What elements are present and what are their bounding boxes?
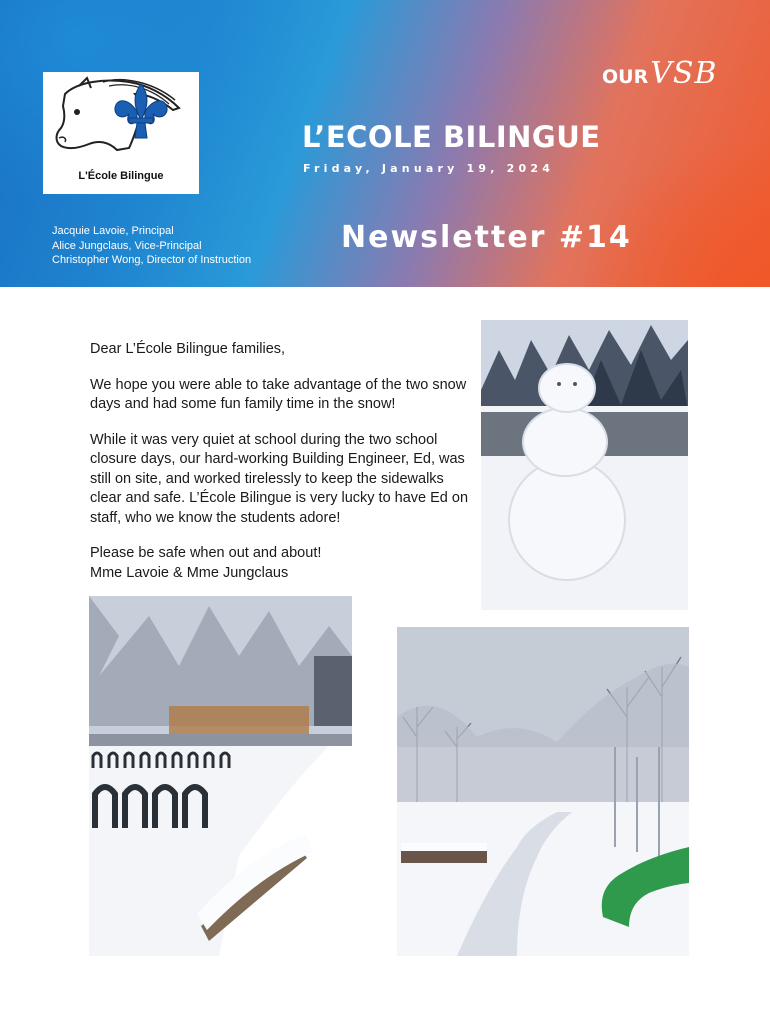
paragraph-snow-days: We hope you were able to take advantage of the two snow days and had some fun family time in the snow! bbox=[90, 376, 467, 412]
newsletter-title: Newsletter #14 bbox=[341, 220, 632, 255]
brand-our-text: OUR bbox=[602, 66, 649, 88]
school-title: L’ECOLE BILINGUE bbox=[302, 120, 601, 154]
paragraph-building-engineer: While it was very quiet at school during the two school closure days, our hard-working Building Engineer, Ed, was still on site, and worked tirelessly to keep the sidewalks clear and safe. L’École Bilingue is very lucky to have Ed on staff, who we know the students adore! bbox=[90, 431, 469, 526]
closing-signature: Mme Lavoie & Mme Jungclaus bbox=[90, 564, 289, 581]
greeting: Dear L’École Bilingue families, bbox=[90, 341, 286, 357]
park-path-photo bbox=[397, 627, 689, 956]
school-logo bbox=[43, 72, 199, 194]
newsletter-header bbox=[0, 0, 770, 287]
letter-body bbox=[90, 340, 475, 583]
bike-rack-photo bbox=[89, 596, 352, 956]
snowman-photo bbox=[481, 320, 688, 610]
staff-list bbox=[52, 224, 251, 268]
brand-vsb-text: VSB bbox=[650, 56, 718, 91]
staff-principal: Jacquie Lavoie, Principal bbox=[52, 225, 174, 237]
horse-fleur-de-lis-icon bbox=[43, 72, 199, 172]
our-vsb-logo bbox=[602, 56, 732, 100]
closing-line-safety: Please be safe when out and about! bbox=[90, 545, 322, 561]
staff-director: Christopher Wong, Director of Instruction bbox=[52, 254, 252, 266]
newsletter-date: Friday, January 19, 2024 bbox=[303, 162, 555, 175]
logo-caption: L'École Bilingue bbox=[78, 170, 164, 182]
staff-vice-principal: Alice Jungclaus, Vice-Principal bbox=[52, 239, 202, 252]
